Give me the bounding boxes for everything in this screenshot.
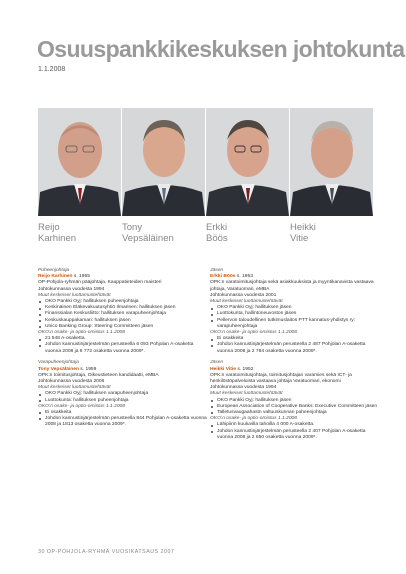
portrait-boos: [206, 108, 289, 216]
list-item: Johdon kannustinjärjestelmän perusteella 2 407 Pohjolan A-osaketta vuonna 2008 ja 2 650 osaketta vuonna 2009*.: [217, 429, 380, 441]
bio-column-left: [38, 268, 208, 434]
list-item: OKO Pankki Oyj: hallituksen jäsen: [217, 398, 380, 404]
list-item: Ei osakkeita: [217, 336, 380, 342]
person-name-4: Heikki Vitie: [290, 222, 316, 244]
bio-column-right: [210, 268, 380, 446]
list-item: Luottokunta, hallintoneuvoston jäsen: [217, 311, 380, 317]
bio-born: s. 1952: [236, 366, 254, 372]
bio-position: OPK:n varatoimitusjohtaja sekä asiakkuuksista ja myyntikanavista vastaava johtaja, Varatuomari, eMBA: [210, 280, 374, 292]
bio-name: Heikki Vitie: [210, 366, 237, 372]
bio-subheading: Muut keskeiset luottamustehtävät: [38, 292, 111, 298]
page-title: Osuuspankkikeskuksen johtokunta: [37, 36, 405, 62]
bio-subheading: Muut keskeiset luottamustehtävät: [210, 391, 283, 397]
list-item: Keskuskauppakamari: hallituksen jäsen: [45, 318, 208, 324]
list-item: Johdon kannustinjärjestelmän perusteella 6 093 Pohjolan A-osaketta vuonna 2008 ja 6 772 osaketta vuonna 2009*.: [45, 342, 208, 354]
list-item: Unico Banking Group: Steering Committeen jäsen: [45, 324, 208, 330]
list-item: Luottokunta: hallituksen puheenjohtaja: [45, 398, 208, 404]
list-item: OKO Pankki Oyj: hallituksen puheenjohtaja: [45, 299, 208, 305]
bio-born: s. 1955: [72, 274, 90, 280]
bio-subheading: OKO:n osake- ja optio-omistus 1.1.2008: [210, 330, 297, 336]
bio-position: OPK:n toimitusjohtaja, Oikeustieteen kandidaatti, eMBA: [38, 372, 159, 378]
bio-vepsalainen: [38, 360, 208, 428]
bio-tenure: Johtokunnassa vuodesta 1994: [38, 286, 105, 292]
bio-position: OPK:n varatoimitusjohtaja, toimitusjohtajan varamies sekä ICT- ja henkilöstöpalveluista vastaava johtaja Varatuomari, ekonomi: [210, 372, 352, 384]
bio-role: Jäsen: [210, 360, 224, 366]
bio-subheading: Muut keskeiset luottamustehtävät: [38, 385, 111, 391]
page-date: 1.1.2008: [38, 66, 66, 73]
bio-tenure: Johtokunnassa vuodesta 2001: [210, 292, 277, 298]
bio-name: Reijo Karhinen: [38, 274, 73, 280]
list-item: Pellervon taloudellinen tutkimuslaitos PTT kannatus-yhdistys ry: varapuheenjohtaja: [217, 318, 380, 330]
bio-role: Puheenjohtaja: [38, 268, 70, 273]
list-item: Lähipiirin kuuluvilla tahoilla 4 000 A-osaketta.: [217, 422, 380, 428]
list-item: Johdon kannustinjärjestelmän perusteella 844 Pohjolan A-osaketta vuonna 2008 ja 1813 osaketta vuonna 2009*.: [45, 416, 207, 428]
list-item: OKO Pankki Oyj: hallituksen jäsen: [217, 305, 380, 311]
bio-born: s. 1959: [78, 366, 97, 372]
portrait-vitie: [290, 108, 373, 216]
bio-vitie: [210, 360, 380, 441]
portrait-karhinen: [38, 108, 121, 216]
bio-boos: [210, 268, 380, 355]
bio-karhinen: [38, 268, 208, 355]
list-item: Finanssialan Keskusliitto: hallituksen varapuheenjohtaja: [45, 311, 208, 317]
bio-name: Erkki Böös: [210, 274, 236, 280]
list-item: Johdon kannustinjärjestelmän perusteella 2 487 Pohjolan A-osaketta vuonna 2008 ja 2 764 osaketta vuonna 2009*.: [217, 342, 380, 354]
bio-subheading: OKO:n osake- ja optio-omistus 1.1.2008: [38, 403, 125, 409]
person-name-2: Tony Vepsäläinen: [122, 222, 174, 244]
bio-subheading: OKO:n osake- ja optio-omistus 1.1.2008: [38, 330, 125, 336]
list-item: 21 548 A-osaketta.: [45, 336, 208, 342]
bio-tenure: Johtokunnassa vuodesta 1994: [210, 385, 277, 391]
person-name-1: Reijo Karhinen: [38, 222, 77, 244]
list-item: Ei osakkeita: [45, 410, 208, 416]
bio-tenure: Johtokunnassa vuodesta 2006: [38, 378, 105, 384]
list-item: European Association of Cooperative Banks: Executive Committeen jäsen: [217, 404, 380, 410]
bio-subheading: Muut keskeiset luottamustehtävät: [210, 299, 283, 305]
portrait-vepsalainen: [122, 108, 205, 216]
bio-role: Jäsen: [210, 268, 224, 273]
list-item: Keskinäinen Eläkevakuutusyhtiö Ilmarinen: hallituksen jäsen: [45, 305, 208, 311]
list-item: OKO Pankki Oyj: hallituksen varapuheenjohtaja: [45, 391, 208, 397]
bio-role: Varapuheenjohtaja: [38, 360, 79, 366]
bio-born: s. 1953: [235, 274, 253, 280]
bio-name: Tony Vepsäläinen: [38, 366, 79, 372]
list-item: Talletusvaugaahastn valtuuskunnan puheenjohtaja: [217, 410, 380, 416]
page-footer: 30 OP-POHJOLA-RYHMÄ VUOSIKATSAUS 2007: [38, 549, 175, 555]
bio-subheading: OKO:n osake- ja optio-omistus 1.1.2008: [210, 416, 297, 422]
bio-position: OP-Pohjola-ryhmän pääjohtaja, Kauppatieteiden maisteri: [38, 280, 162, 286]
person-name-3: Erkki Böös: [206, 222, 228, 244]
